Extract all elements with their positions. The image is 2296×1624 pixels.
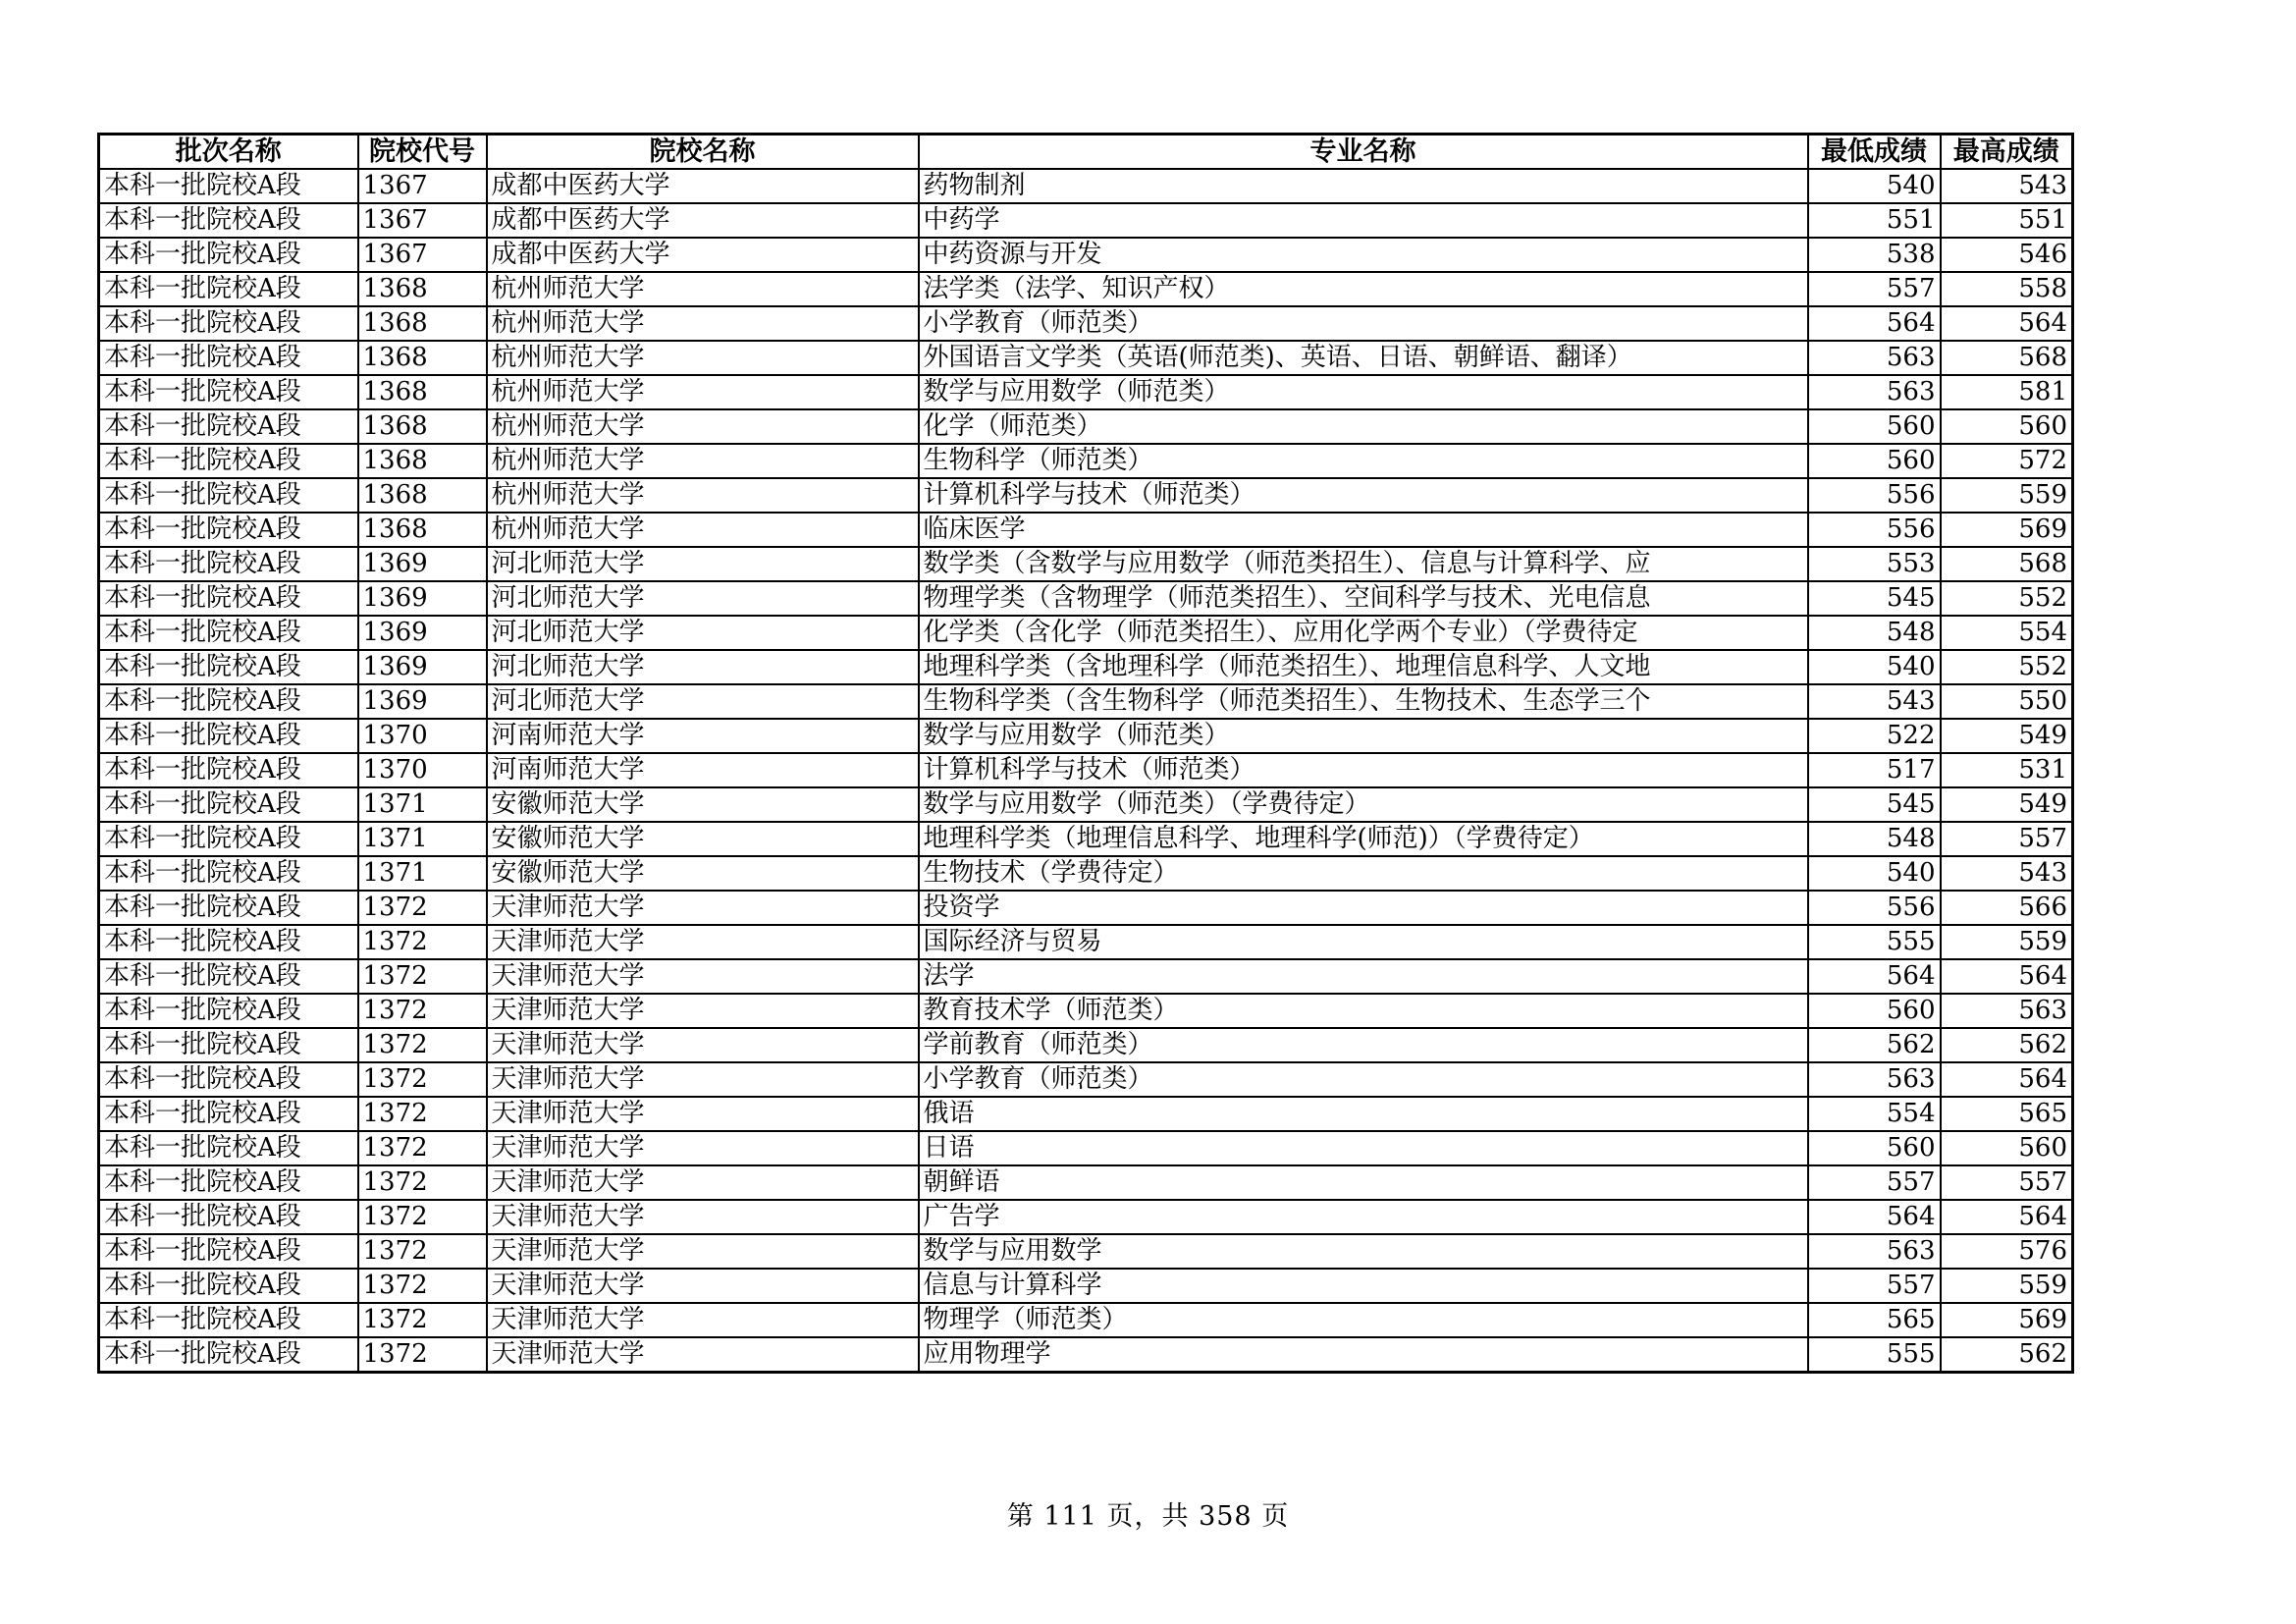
table-row bbox=[99, 1269, 2073, 1303]
cell-school-name: 成都中医药大学 bbox=[487, 203, 919, 238]
cell-major-name: 生物科学（师范类） bbox=[919, 444, 1808, 478]
table-row bbox=[99, 753, 2073, 787]
cell-major-name: 法学类（法学、知识产权） bbox=[919, 272, 1808, 306]
cell-major-name: 化学类（含化学（师范类招生）、应用化学两个专业）（学费待定 bbox=[919, 616, 1808, 650]
cell-max-score: 551 bbox=[1941, 203, 2073, 238]
cell-school-code: 1371 bbox=[358, 787, 487, 822]
cell-batch-name: 本科一批院校A段 bbox=[99, 169, 358, 203]
header-school-name: 院校名称 bbox=[487, 135, 919, 170]
cell-school-name: 天津师范大学 bbox=[487, 994, 919, 1028]
cell-school-code: 1372 bbox=[358, 1303, 487, 1337]
cell-max-score: 554 bbox=[1941, 616, 2073, 650]
table-row bbox=[99, 1131, 2073, 1165]
cell-major-name: 生物技术（学费待定） bbox=[919, 856, 1808, 891]
cell-school-code: 1372 bbox=[358, 891, 487, 925]
cell-max-score: 560 bbox=[1941, 1131, 2073, 1165]
cell-batch-name: 本科一批院校A段 bbox=[99, 1269, 358, 1303]
cell-school-code: 1367 bbox=[358, 203, 487, 238]
cell-school-name: 天津师范大学 bbox=[487, 1062, 919, 1097]
table-row bbox=[99, 891, 2073, 925]
cell-min-score: 555 bbox=[1808, 1337, 1941, 1373]
page-footer bbox=[0, 1494, 2296, 1533]
cell-min-score: 557 bbox=[1808, 1165, 1941, 1200]
cell-batch-name: 本科一批院校A段 bbox=[99, 306, 358, 341]
cell-min-score: 545 bbox=[1808, 581, 1941, 616]
cell-batch-name: 本科一批院校A段 bbox=[99, 650, 358, 684]
cell-school-name: 杭州师范大学 bbox=[487, 478, 919, 513]
table-row bbox=[99, 1234, 2073, 1269]
table-row bbox=[99, 169, 2073, 203]
table-body bbox=[99, 169, 2073, 1373]
cell-school-name: 天津师范大学 bbox=[487, 959, 919, 994]
cell-min-score: 564 bbox=[1808, 1200, 1941, 1234]
cell-batch-name: 本科一批院校A段 bbox=[99, 1303, 358, 1337]
cell-batch-name: 本科一批院校A段 bbox=[99, 547, 358, 581]
cell-school-code: 1371 bbox=[358, 856, 487, 891]
header-batch-name: 批次名称 bbox=[99, 135, 358, 170]
cell-max-score: 531 bbox=[1941, 753, 2073, 787]
cell-school-name: 河南师范大学 bbox=[487, 753, 919, 787]
cell-min-score: 560 bbox=[1808, 444, 1941, 478]
table-row bbox=[99, 478, 2073, 513]
cell-major-name: 药物制剂 bbox=[919, 169, 1808, 203]
cell-max-score: 564 bbox=[1941, 1062, 2073, 1097]
cell-batch-name: 本科一批院校A段 bbox=[99, 994, 358, 1028]
cell-school-name: 天津师范大学 bbox=[487, 1097, 919, 1131]
cell-school-name: 安徽师范大学 bbox=[487, 822, 919, 856]
table-row bbox=[99, 787, 2073, 822]
header-min-score: 最低成绩 bbox=[1808, 135, 1941, 170]
cell-min-score: 560 bbox=[1808, 994, 1941, 1028]
cell-max-score: 563 bbox=[1941, 994, 2073, 1028]
table-row bbox=[99, 719, 2073, 753]
table-row bbox=[99, 1337, 2073, 1373]
cell-batch-name: 本科一批院校A段 bbox=[99, 1234, 358, 1269]
cell-max-score: 557 bbox=[1941, 822, 2073, 856]
cell-major-name: 临床医学 bbox=[919, 513, 1808, 547]
cell-school-name: 杭州师范大学 bbox=[487, 272, 919, 306]
cell-min-score: 553 bbox=[1808, 547, 1941, 581]
cell-major-name: 俄语 bbox=[919, 1097, 1808, 1131]
cell-major-name: 小学教育（师范类） bbox=[919, 306, 1808, 341]
cell-min-score: 562 bbox=[1808, 1028, 1941, 1062]
cell-school-code: 1368 bbox=[358, 513, 487, 547]
table-row bbox=[99, 1062, 2073, 1097]
cell-major-name: 投资学 bbox=[919, 891, 1808, 925]
cell-min-score: 557 bbox=[1808, 1269, 1941, 1303]
cell-max-score: 552 bbox=[1941, 650, 2073, 684]
table-header-row bbox=[99, 135, 2073, 170]
table-row bbox=[99, 306, 2073, 341]
cell-min-score: 517 bbox=[1808, 753, 1941, 787]
cell-max-score: 581 bbox=[1941, 375, 2073, 409]
cell-batch-name: 本科一批院校A段 bbox=[99, 272, 358, 306]
cell-school-code: 1367 bbox=[358, 169, 487, 203]
header-major-name: 专业名称 bbox=[919, 135, 1808, 170]
cell-max-score: 572 bbox=[1941, 444, 2073, 478]
cell-school-code: 1372 bbox=[358, 1337, 487, 1373]
cell-max-score: 565 bbox=[1941, 1097, 2073, 1131]
cell-school-name: 河北师范大学 bbox=[487, 547, 919, 581]
cell-major-name: 应用物理学 bbox=[919, 1337, 1808, 1373]
cell-school-name: 杭州师范大学 bbox=[487, 341, 919, 375]
cell-school-name: 天津师范大学 bbox=[487, 1165, 919, 1200]
table-row bbox=[99, 203, 2073, 238]
cell-batch-name: 本科一批院校A段 bbox=[99, 513, 358, 547]
cell-school-code: 1372 bbox=[358, 1165, 487, 1200]
cell-school-name: 成都中医药大学 bbox=[487, 238, 919, 272]
table-row bbox=[99, 616, 2073, 650]
cell-batch-name: 本科一批院校A段 bbox=[99, 238, 358, 272]
cell-school-code: 1372 bbox=[358, 925, 487, 959]
cell-batch-name: 本科一批院校A段 bbox=[99, 753, 358, 787]
table-row bbox=[99, 513, 2073, 547]
cell-school-code: 1369 bbox=[358, 616, 487, 650]
cell-school-code: 1372 bbox=[358, 959, 487, 994]
cell-max-score: 552 bbox=[1941, 581, 2073, 616]
cell-major-name: 数学类（含数学与应用数学（师范类招生）、信息与计算科学、应 bbox=[919, 547, 1808, 581]
cell-batch-name: 本科一批院校A段 bbox=[99, 1165, 358, 1200]
cell-min-score: 560 bbox=[1808, 409, 1941, 444]
cell-school-code: 1368 bbox=[358, 478, 487, 513]
cell-min-score: 540 bbox=[1808, 856, 1941, 891]
table-row bbox=[99, 1303, 2073, 1337]
cell-major-name: 日语 bbox=[919, 1131, 1808, 1165]
cell-min-score: 543 bbox=[1808, 684, 1941, 719]
cell-max-score: 549 bbox=[1941, 719, 2073, 753]
table-row bbox=[99, 684, 2073, 719]
cell-max-score: 576 bbox=[1941, 1234, 2073, 1269]
cell-max-score: 569 bbox=[1941, 1303, 2073, 1337]
cell-school-code: 1372 bbox=[358, 1062, 487, 1097]
cell-max-score: 562 bbox=[1941, 1337, 2073, 1373]
cell-school-name: 河北师范大学 bbox=[487, 581, 919, 616]
cell-school-name: 天津师范大学 bbox=[487, 1234, 919, 1269]
cell-school-name: 杭州师范大学 bbox=[487, 409, 919, 444]
cell-batch-name: 本科一批院校A段 bbox=[99, 478, 358, 513]
table-row bbox=[99, 994, 2073, 1028]
cell-school-name: 天津师范大学 bbox=[487, 1337, 919, 1373]
cell-max-score: 543 bbox=[1941, 169, 2073, 203]
table-row bbox=[99, 581, 2073, 616]
cell-major-name: 学前教育（师范类） bbox=[919, 1028, 1808, 1062]
cell-school-name: 杭州师范大学 bbox=[487, 444, 919, 478]
cell-major-name: 化学（师范类） bbox=[919, 409, 1808, 444]
cell-max-score: 569 bbox=[1941, 513, 2073, 547]
cell-min-score: 555 bbox=[1808, 925, 1941, 959]
cell-min-score: 540 bbox=[1808, 169, 1941, 203]
cell-min-score: 556 bbox=[1808, 891, 1941, 925]
cell-batch-name: 本科一批院校A段 bbox=[99, 959, 358, 994]
cell-major-name: 小学教育（师范类） bbox=[919, 1062, 1808, 1097]
cell-batch-name: 本科一批院校A段 bbox=[99, 925, 358, 959]
cell-major-name: 法学 bbox=[919, 959, 1808, 994]
table-row bbox=[99, 925, 2073, 959]
table-row bbox=[99, 1028, 2073, 1062]
cell-max-score: 557 bbox=[1941, 1165, 2073, 1200]
cell-school-code: 1372 bbox=[358, 1269, 487, 1303]
cell-max-score: 559 bbox=[1941, 478, 2073, 513]
cell-major-name: 外国语言文学类（英语(师范类)、英语、日语、朝鲜语、翻译） bbox=[919, 341, 1808, 375]
table-row bbox=[99, 272, 2073, 306]
cell-min-score: 565 bbox=[1808, 1303, 1941, 1337]
cell-major-name: 物理学（师范类） bbox=[919, 1303, 1808, 1337]
cell-min-score: 563 bbox=[1808, 1062, 1941, 1097]
cell-min-score: 556 bbox=[1808, 478, 1941, 513]
table-row bbox=[99, 409, 2073, 444]
cell-major-name: 计算机科学与技术（师范类） bbox=[919, 478, 1808, 513]
table-row bbox=[99, 1165, 2073, 1200]
cell-school-name: 河北师范大学 bbox=[487, 650, 919, 684]
cell-batch-name: 本科一批院校A段 bbox=[99, 856, 358, 891]
cell-school-name: 成都中医药大学 bbox=[487, 169, 919, 203]
cell-max-score: 564 bbox=[1941, 1200, 2073, 1234]
table-row bbox=[99, 856, 2073, 891]
cell-school-name: 河南师范大学 bbox=[487, 719, 919, 753]
cell-school-name: 天津师范大学 bbox=[487, 1269, 919, 1303]
table-row bbox=[99, 650, 2073, 684]
cell-batch-name: 本科一批院校A段 bbox=[99, 787, 358, 822]
cell-school-code: 1368 bbox=[358, 375, 487, 409]
cell-max-score: 559 bbox=[1941, 1269, 2073, 1303]
cell-min-score: 545 bbox=[1808, 787, 1941, 822]
cell-min-score: 564 bbox=[1808, 306, 1941, 341]
cell-school-code: 1368 bbox=[358, 272, 487, 306]
cell-batch-name: 本科一批院校A段 bbox=[99, 341, 358, 375]
cell-batch-name: 本科一批院校A段 bbox=[99, 444, 358, 478]
table-row bbox=[99, 547, 2073, 581]
cell-min-score: 564 bbox=[1808, 959, 1941, 994]
cell-school-name: 天津师范大学 bbox=[487, 1028, 919, 1062]
cell-major-name: 生物科学类（含生物科学（师范类招生）、生物技术、生态学三个 bbox=[919, 684, 1808, 719]
cell-batch-name: 本科一批院校A段 bbox=[99, 409, 358, 444]
cell-min-score: 557 bbox=[1808, 272, 1941, 306]
cell-batch-name: 本科一批院校A段 bbox=[99, 1062, 358, 1097]
cell-max-score: 568 bbox=[1941, 341, 2073, 375]
cell-batch-name: 本科一批院校A段 bbox=[99, 375, 358, 409]
cell-major-name: 中药学 bbox=[919, 203, 1808, 238]
cell-school-name: 杭州师范大学 bbox=[487, 306, 919, 341]
cell-batch-name: 本科一批院校A段 bbox=[99, 1131, 358, 1165]
cell-school-name: 河北师范大学 bbox=[487, 616, 919, 650]
cell-school-code: 1372 bbox=[358, 1097, 487, 1131]
table-row bbox=[99, 822, 2073, 856]
cell-major-name: 数学与应用数学（师范类） bbox=[919, 719, 1808, 753]
cell-major-name: 教育技术学（师范类） bbox=[919, 994, 1808, 1028]
cell-major-name: 数学与应用数学（师范类） bbox=[919, 375, 1808, 409]
cell-school-name: 安徽师范大学 bbox=[487, 787, 919, 822]
cell-batch-name: 本科一批院校A段 bbox=[99, 1337, 358, 1373]
cell-major-name: 中药资源与开发 bbox=[919, 238, 1808, 272]
cell-major-name: 数学与应用数学 bbox=[919, 1234, 1808, 1269]
cell-school-code: 1370 bbox=[358, 753, 487, 787]
cell-school-name: 天津师范大学 bbox=[487, 1303, 919, 1337]
header-max-score: 最高成绩 bbox=[1941, 135, 2073, 170]
cell-min-score: 560 bbox=[1808, 1131, 1941, 1165]
cell-batch-name: 本科一批院校A段 bbox=[99, 1028, 358, 1062]
cell-max-score: 566 bbox=[1941, 891, 2073, 925]
cell-min-score: 563 bbox=[1808, 1234, 1941, 1269]
cell-min-score: 540 bbox=[1808, 650, 1941, 684]
cell-school-name: 天津师范大学 bbox=[487, 925, 919, 959]
cell-school-name: 河北师范大学 bbox=[487, 684, 919, 719]
cell-school-code: 1372 bbox=[358, 994, 487, 1028]
cell-major-name: 地理科学类（地理信息科学、地理科学(师范)）（学费待定） bbox=[919, 822, 1808, 856]
table-row bbox=[99, 959, 2073, 994]
cell-school-code: 1372 bbox=[358, 1028, 487, 1062]
cell-major-name: 朝鲜语 bbox=[919, 1165, 1808, 1200]
cell-max-score: 564 bbox=[1941, 959, 2073, 994]
cell-batch-name: 本科一批院校A段 bbox=[99, 581, 358, 616]
cell-school-code: 1369 bbox=[358, 581, 487, 616]
table-row bbox=[99, 1097, 2073, 1131]
cell-max-score: 549 bbox=[1941, 787, 2073, 822]
cell-batch-name: 本科一批院校A段 bbox=[99, 1097, 358, 1131]
cell-min-score: 556 bbox=[1808, 513, 1941, 547]
table-row bbox=[99, 1200, 2073, 1234]
cell-school-code: 1371 bbox=[358, 822, 487, 856]
cell-major-name: 物理学类（含物理学（师范类招生）、空间科学与技术、光电信息 bbox=[919, 581, 1808, 616]
cell-min-score: 563 bbox=[1808, 341, 1941, 375]
cell-max-score: 543 bbox=[1941, 856, 2073, 891]
cell-batch-name: 本科一批院校A段 bbox=[99, 684, 358, 719]
cell-min-score: 548 bbox=[1808, 822, 1941, 856]
cell-school-code: 1369 bbox=[358, 684, 487, 719]
cell-major-name: 数学与应用数学（师范类）（学费待定） bbox=[919, 787, 1808, 822]
cell-school-code: 1369 bbox=[358, 547, 487, 581]
cell-max-score: 560 bbox=[1941, 409, 2073, 444]
cell-school-name: 天津师范大学 bbox=[487, 1200, 919, 1234]
cell-school-code: 1368 bbox=[358, 306, 487, 341]
cell-school-name: 杭州师范大学 bbox=[487, 513, 919, 547]
cell-max-score: 562 bbox=[1941, 1028, 2073, 1062]
cell-batch-name: 本科一批院校A段 bbox=[99, 616, 358, 650]
cell-major-name: 广告学 bbox=[919, 1200, 1808, 1234]
cell-max-score: 546 bbox=[1941, 238, 2073, 272]
table-row bbox=[99, 375, 2073, 409]
table-row bbox=[99, 238, 2073, 272]
cell-major-name: 信息与计算科学 bbox=[919, 1269, 1808, 1303]
cell-batch-name: 本科一批院校A段 bbox=[99, 822, 358, 856]
cell-school-code: 1368 bbox=[358, 409, 487, 444]
cell-max-score: 559 bbox=[1941, 925, 2073, 959]
cell-batch-name: 本科一批院校A段 bbox=[99, 203, 358, 238]
cell-max-score: 568 bbox=[1941, 547, 2073, 581]
cell-school-name: 杭州师范大学 bbox=[487, 375, 919, 409]
cell-max-score: 564 bbox=[1941, 306, 2073, 341]
cell-batch-name: 本科一批院校A段 bbox=[99, 1200, 358, 1234]
cell-school-code: 1368 bbox=[358, 444, 487, 478]
cell-min-score: 563 bbox=[1808, 375, 1941, 409]
cell-school-name: 安徽师范大学 bbox=[487, 856, 919, 891]
cell-school-code: 1369 bbox=[358, 650, 487, 684]
page-number-text: 第 111 页，共 358 页 bbox=[1006, 1501, 1290, 1532]
table-row bbox=[99, 444, 2073, 478]
cell-batch-name: 本科一批院校A段 bbox=[99, 719, 358, 753]
cell-school-code: 1372 bbox=[358, 1234, 487, 1269]
cell-min-score: 551 bbox=[1808, 203, 1941, 238]
cell-school-code: 1372 bbox=[358, 1131, 487, 1165]
cell-batch-name: 本科一批院校A段 bbox=[99, 891, 358, 925]
cell-min-score: 548 bbox=[1808, 616, 1941, 650]
cell-school-code: 1370 bbox=[358, 719, 487, 753]
score-table bbox=[97, 133, 2074, 1374]
cell-major-name: 国际经济与贸易 bbox=[919, 925, 1808, 959]
cell-school-code: 1372 bbox=[358, 1200, 487, 1234]
cell-min-score: 554 bbox=[1808, 1097, 1941, 1131]
cell-max-score: 558 bbox=[1941, 272, 2073, 306]
cell-min-score: 522 bbox=[1808, 719, 1941, 753]
cell-min-score: 538 bbox=[1808, 238, 1941, 272]
cell-school-name: 天津师范大学 bbox=[487, 1131, 919, 1165]
header-school-code: 院校代号 bbox=[358, 135, 487, 170]
cell-school-name: 天津师范大学 bbox=[487, 891, 919, 925]
cell-max-score: 550 bbox=[1941, 684, 2073, 719]
cell-school-code: 1367 bbox=[358, 238, 487, 272]
cell-school-code: 1368 bbox=[358, 341, 487, 375]
cell-major-name: 计算机科学与技术（师范类） bbox=[919, 753, 1808, 787]
cell-major-name: 地理科学类（含地理科学（师范类招生）、地理信息科学、人文地 bbox=[919, 650, 1808, 684]
table-row bbox=[99, 341, 2073, 375]
